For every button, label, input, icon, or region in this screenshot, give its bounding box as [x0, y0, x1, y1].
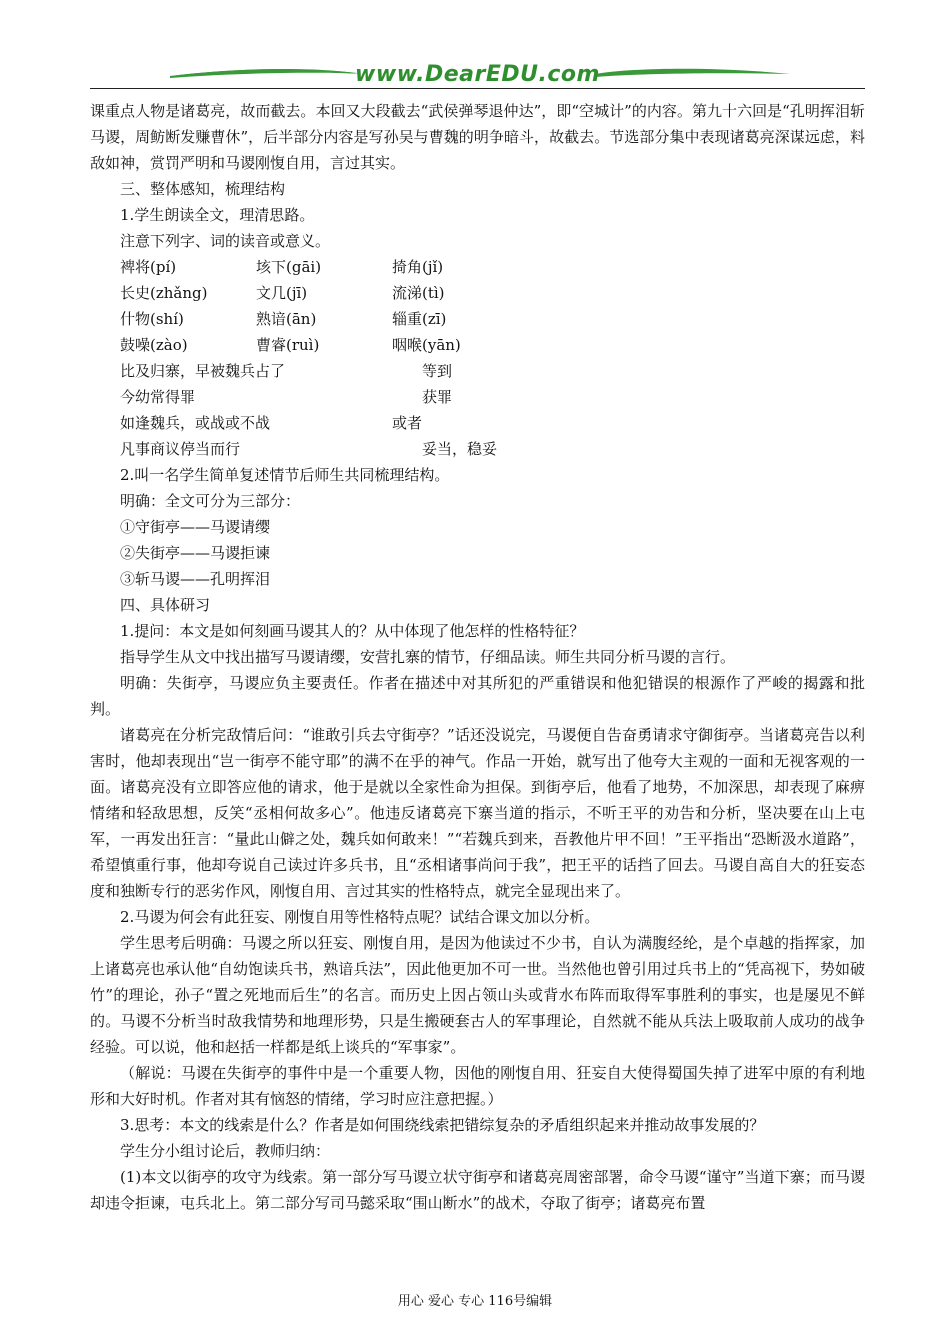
question-2: 2.马谡为何会有此狂妄、刚愎自用等性格特点呢？试结合课文加以分析。 — [120, 908, 600, 926]
vocab-table — [90, 254, 865, 358]
meaning-phrase: 比及归寨，早被魏兵占了 — [120, 362, 286, 380]
section-heading-4: 四、具体研习 — [120, 596, 211, 614]
vocab-item: 辎重(zī) — [392, 310, 447, 328]
meaning-phrase: 如逢魏兵，或战或不战 — [120, 414, 271, 432]
meaning-phrase: 凡事商议停当而行 — [120, 440, 241, 458]
vocab-item: 裨将(pí) — [120, 258, 177, 276]
meaning-gloss: 获罪 — [422, 388, 453, 406]
vocab-item: 什物(shí) — [120, 310, 184, 328]
structure-part: ②失街亭——马谡拒谏 — [120, 544, 271, 562]
vocab-item: 垓下(gāi) — [256, 258, 322, 276]
step-2: 2.叫一名学生简单复述情节后师生共同梳理结构。 — [120, 466, 450, 484]
structure-part: ①守街亭——马谡请缨 — [120, 518, 271, 536]
question-3-answer: (1)本文以街亭的攻守为线索。第一部分写马谡立状守街亭和诸葛亮周密部署，命令马谡“谨守”当道下寨；而马谡却违令拒谏，屯兵北上。第二部分写司马懿采取“围山断水”的战术，夺取了街亭；诸葛亮布置 — [90, 1168, 865, 1212]
meaning-gloss: 妥当，稳妥 — [422, 440, 498, 458]
question-2-answer: 学生思考后明确：马谡之所以狂妄、刚愎自用，是因为他读过不少书，自认为满腹经纶，是个卓越的指挥家，加上诸葛亮也承认他“自幼饱读兵书，熟谙兵法”，因此他更加不可一世。当然他也曾引用过兵书上的“凭高视下，势如破竹”的理论，孙子“置之死地而后生”的名言。而历史上因占领山头或背水布阵而取得军事胜利的事实，也是屡见不鲜的。马谡不分析当时敌我情势和地理形势，只是生搬硬套古人的军事理论，自然就不能从兵法上吸取前人成功的战争经验。可以说，他和赵括一样都是纸上谈兵的“军事家”。 — [90, 934, 865, 1056]
site-logo-text[interactable]: www.DearEDU.com — [355, 62, 600, 87]
vocab-item: 掎角(jǐ) — [392, 258, 444, 276]
question-3: 3.思考：本文的线索是什么？作者是如何围绕线索把错综复杂的矛盾组织起来并推动故事发展的？ — [120, 1116, 765, 1134]
meaning-gloss: 等到 — [422, 362, 453, 380]
vocab-row — [90, 280, 865, 306]
meaning-table — [90, 358, 865, 462]
vocab-item: 咽喉(yān) — [392, 336, 461, 354]
question-1: 1.提问：本文是如何刻画马谡其人的？从中体现了他怎样的性格特征？ — [120, 622, 585, 640]
section-heading-3: 三、整体感知，梳理结构 — [120, 180, 286, 198]
header-rule — [90, 88, 865, 89]
meaning-row — [90, 384, 865, 410]
analysis-paragraph: 诸葛亮在分析完敌情后问：“谁敢引兵去守街亭？”话还没说完，马谡便自告奋勇请求守御街亭。当诸葛亮告以利害时，他却表现出“岂一街亭不能守耶”的满不在乎的神气。作品一开始，就写出了他夸大主观的一面和无视客观的一面。诸葛亮没有立即答应他的请求，他于是就以全家性命为担保。到街亭后，他看了地势，不加深思，却表现了麻痹情绪和轻敌思想，反笑“丞相何故多心”。他违反诸葛亮下寨当道的指示，不听王平的劝告和分析，坚决要在山上屯军，一再发出狂言：“量此山僻之处，魏兵如何敢来！”“若魏兵到来，吾教他片甲不回！”王平指出“恐断汲水道路”，希望慎重行事，他却夸说自己读过许多兵书，且“丞相诸事尚问于我”，把王平的话挡了回去。马谡自高自大的狂妄态度和独断专行的恶劣作风，刚愎自用、言过其实的性格特点，就完全显现出来了。 — [90, 726, 865, 900]
step-1: 1.学生朗读全文，理清思路。 — [120, 206, 315, 224]
meaning-row — [90, 358, 865, 384]
vocab-item: 鼓噪(zào) — [120, 336, 188, 354]
step-2-answer: 明确：全文可分为三部分： — [120, 492, 301, 510]
question-3-guide: 学生分小组讨论后，教师归纳： — [120, 1142, 331, 1160]
vocab-row — [90, 254, 865, 280]
structure-part: ③斩马谡——孔明挥泪 — [120, 570, 271, 588]
question-1-answer: 明确：失街亭，马谡应负主要责任。作者在描述中对其所犯的严重错误和他犯错误的根源作了严峻的揭露和批判。 — [90, 674, 865, 718]
meaning-row — [90, 410, 865, 436]
paragraph-intro: 课重点人物是诸葛亮，故而截去。本回又大段截去“武侯弹琴退仲达”，即“空城计”的内容。第九十六回是“孔明挥泪斩马谡，周鲂断发赚曹休”，后半部分内容是写孙吴与曹魏的明争暗斗，故截去。节选部分集中表现诸葛亮深谋远虑，料敌如神，赏罚严明和马谡刚愎自用，言过其实。 — [90, 102, 865, 172]
vocab-row — [90, 332, 865, 358]
vocab-item: 长史(zhǎng) — [120, 284, 208, 302]
vocab-row — [90, 306, 865, 332]
vocab-item: 熟谙(ān) — [256, 310, 317, 328]
meaning-phrase: 今幼常得罪 — [120, 388, 196, 406]
step-1-note: 注意下列字、词的读音或意义。 — [120, 232, 331, 250]
vocab-item: 文几(jī) — [256, 284, 308, 302]
question-1-guide: 指导学生从文中找出描写马谡请缨，安营扎寨的情节，仔细品读。师生共同分析马谡的言行。 — [120, 648, 736, 666]
document-body — [90, 98, 865, 1216]
page-footer: 用心 爱心 专心 116号编辑 — [397, 1294, 553, 1309]
meaning-gloss: 或者 — [392, 414, 423, 432]
vocab-item: 流涕(tì) — [392, 284, 445, 302]
explanation-note: （解说：马谡在失街亭的事件中是一个重要人物，因他的刚愎自用、狂妄自大使得蜀国失掉了进军中原的有利地形和大好时机。作者对其有恼怒的情绪，学习时应注意把握。） — [90, 1064, 865, 1108]
site-header — [90, 56, 865, 96]
vocab-item: 曹睿(ruì) — [256, 336, 320, 354]
meaning-row — [90, 436, 865, 462]
